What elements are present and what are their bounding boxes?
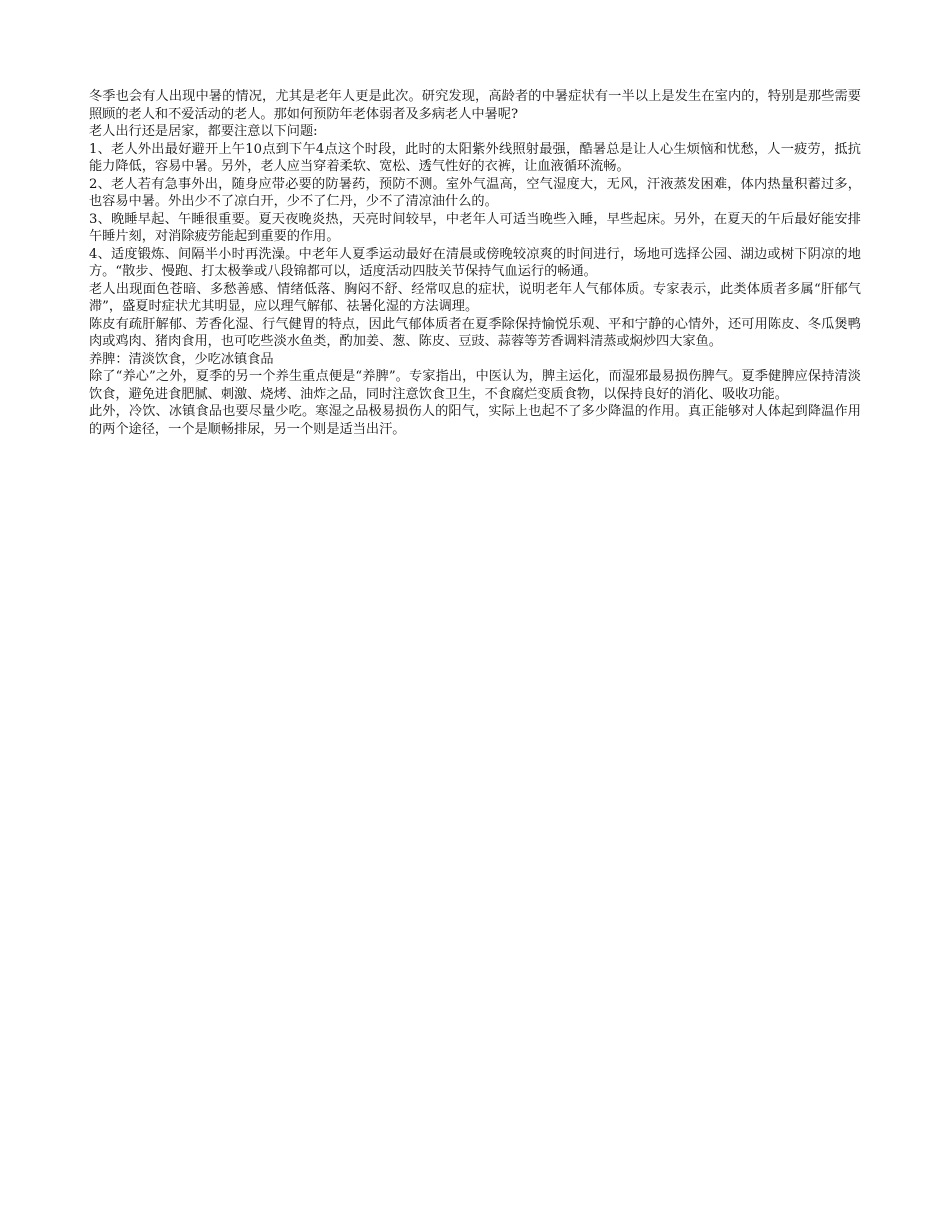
tip-4-paragraph: 4、适度锻炼、间隔半小时再洗澡。中老年人夏季运动最好在清晨或傍晚较凉爽的时间进行，场地可选择公园、湖边或树下阴凉的地方。“散步、慢跑、打太极拳或八段锦都可以，适度活动四肢关节保持气血运行的畅通。 [89,246,861,279]
tip-1-paragraph: 1、老人外出最好避开上午10点到下午4点这个时段，此时的太阳紫外线照射最强，酷暑总是让人心生烦恼和忧愁，人一疲劳，抵抗能力降低，容易中暑。另外，老人应当穿着柔软、宽松、透气性好的衣裤，让血液循环流畅。 [89,141,861,174]
tangerine-peel-paragraph: 陈皮有疏肝解郁、芳香化湿、行气健胃的特点，因此气郁体质者在夏季除保持愉悦乐观、平和宁静的心情外，还可用陈皮、冬瓜煲鸭肉或鸡肉、猪肉食用，也可吃些淡水鱼类，酌加姜、葱、陈皮、豆豉、蒜蓉等芳香调料清蒸或焖炒四大家鱼。 [89,316,861,349]
qi-stagnation-paragraph: 老人出现面色苍暗、多愁善感、情绪低落、胸闷不舒、经常叹息的症状，说明老年人气郁体质。专家表示，此类体质者多属“肝郁气滞”，盛夏时症状尤其明显，应以理气解郁、祛暑化湿的方法调理。 [89,281,861,314]
document-body [89,88,861,438]
cold-food-paragraph: 此外，冷饮、冰镇食品也要尽量少吃。寒湿之品极易损伤人的阳气，实际上也起不了多少降温的作用。真正能够对人体起到降温作用的两个途径，一个是顺畅排尿，另一个则是适当出汗。 [89,404,861,437]
spleen-section-heading: 养脾：清淡饮食，少吃冰镇食品 [89,351,274,367]
tip-3-paragraph: 3、晚睡早起、午睡很重要。夏天夜晚炎热，天亮时间较早，中老年人可适当晚些入睡，早些起床。另外，在夏天的午后最好能安排午睡片刻，对消除疲劳能起到重要的作用。 [89,211,861,244]
spleen-care-paragraph: 除了“养心”之外，夏季的另一个养生重点便是“养脾”。专家指出，中医认为，脾主运化，而湿邪最易损伤脾气。夏季健脾应保持清淡饮食，避免进食肥腻、刺激、烧烤、油炸之品，同时注意饮食卫生，不食腐烂变质食物，以保持良好的消化、吸收功能。 [89,369,861,402]
intro-paragraph: 冬季也会有人出现中暑的情况，尤其是老年人更是此次。研究发现，高龄者的中暑症状有一半以上是发生在室内的，特别是那些需要照顾的老人和不爱活动的老人。那如何预防年老体弱者及多病老人中暑呢? [89,89,861,122]
precautions-intro: 老人出行还是居家，都要注意以下问题: [89,124,318,139]
tip-2-paragraph: 2、老人若有急事外出，随身应带必要的防暑药，预防不测。室外气温高，空气湿度大，无风，汗液蒸发困难，体内热量积蓄过多，也容易中暑。外出少不了凉白开，少不了仁丹，少不了清凉油什么的。 [89,176,861,209]
